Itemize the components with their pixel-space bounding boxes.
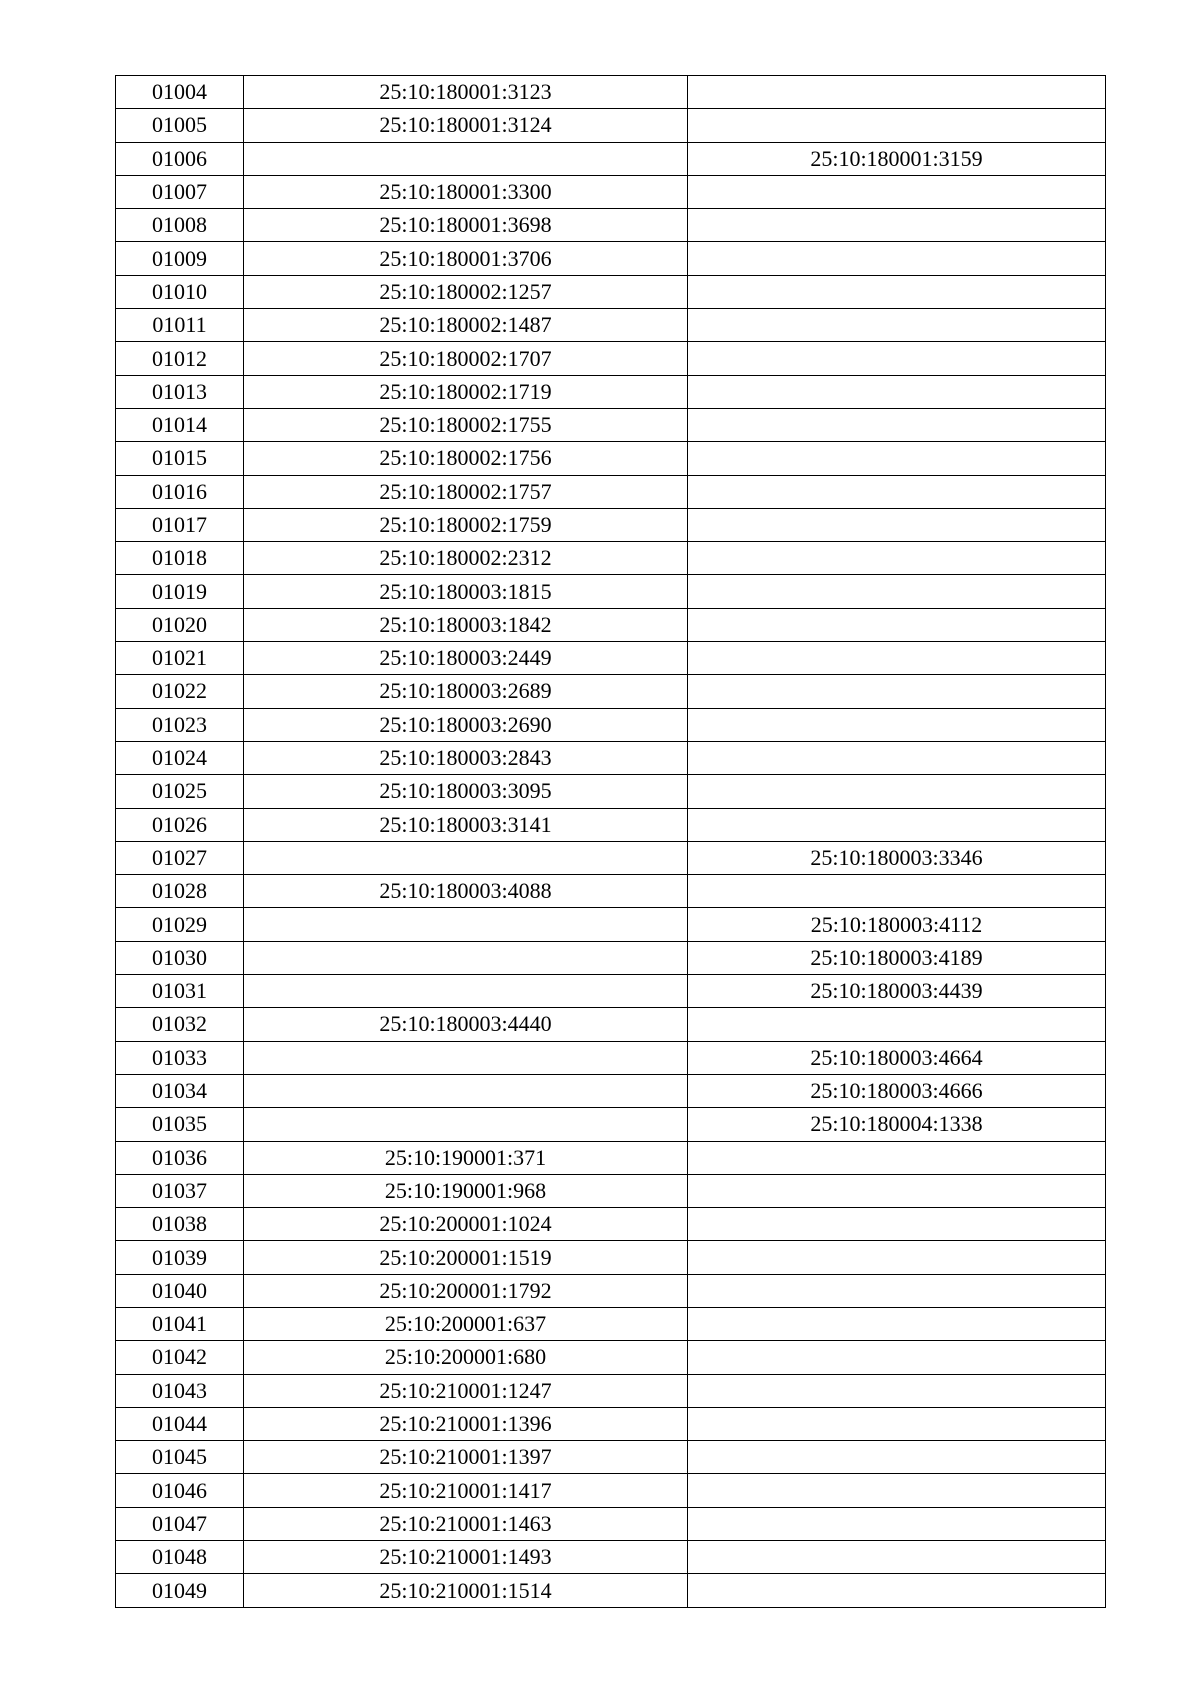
row-number-cell: 01020 — [116, 608, 244, 641]
alt-cadastral-number-cell — [688, 642, 1106, 675]
alt-cadastral-number-cell — [688, 575, 1106, 608]
table-row — [116, 275, 1106, 308]
row-number-cell: 01028 — [116, 875, 244, 908]
table-row — [116, 1208, 1106, 1241]
cadastral-number-cell: 25:10:210001:1417 — [244, 1474, 688, 1507]
row-number-cell: 01009 — [116, 242, 244, 275]
cadastral-table — [115, 75, 1106, 1608]
row-number-cell: 01022 — [116, 675, 244, 708]
row-number-cell: 01047 — [116, 1507, 244, 1540]
cadastral-number-cell: 25:10:180002:1759 — [244, 508, 688, 541]
table-row — [116, 975, 1106, 1008]
row-number-cell: 01018 — [116, 542, 244, 575]
row-number-cell: 01040 — [116, 1274, 244, 1307]
table-row — [116, 1174, 1106, 1207]
cadastral-number-cell: 25:10:180003:4440 — [244, 1008, 688, 1041]
row-number-cell: 01042 — [116, 1341, 244, 1374]
cadastral-number-cell: 25:10:210001:1514 — [244, 1574, 688, 1607]
table-row — [116, 475, 1106, 508]
table-row — [116, 1241, 1106, 1274]
alt-cadastral-number-cell — [688, 309, 1106, 342]
row-number-cell: 01010 — [116, 275, 244, 308]
row-number-cell: 01019 — [116, 575, 244, 608]
row-number-cell: 01011 — [116, 309, 244, 342]
table-row — [116, 808, 1106, 841]
cadastral-number-cell — [244, 1041, 688, 1074]
cadastral-number-cell: 25:10:180002:2312 — [244, 542, 688, 575]
table-row — [116, 1274, 1106, 1307]
cadastral-number-cell: 25:10:180003:2843 — [244, 741, 688, 774]
alt-cadastral-number-cell — [688, 475, 1106, 508]
cadastral-number-cell: 25:10:180002:1757 — [244, 475, 688, 508]
row-number-cell: 01027 — [116, 841, 244, 874]
alt-cadastral-number-cell: 25:10:180001:3159 — [688, 142, 1106, 175]
row-number-cell: 01043 — [116, 1374, 244, 1407]
table-row — [116, 1108, 1106, 1141]
row-number-cell: 01016 — [116, 475, 244, 508]
row-number-cell: 01017 — [116, 508, 244, 541]
alt-cadastral-number-cell — [688, 675, 1106, 708]
cadastral-number-cell: 25:10:180002:1707 — [244, 342, 688, 375]
alt-cadastral-number-cell — [688, 275, 1106, 308]
table-row — [116, 1441, 1106, 1474]
table-row — [116, 542, 1106, 575]
row-number-cell: 01038 — [116, 1208, 244, 1241]
table-row — [116, 908, 1106, 941]
cadastral-number-cell: 25:10:200001:1792 — [244, 1274, 688, 1307]
row-number-cell: 01007 — [116, 175, 244, 208]
table-row — [116, 242, 1106, 275]
row-number-cell: 01036 — [116, 1141, 244, 1174]
table-row — [116, 1141, 1106, 1174]
alt-cadastral-number-cell — [688, 1574, 1106, 1607]
alt-cadastral-number-cell: 25:10:180003:4439 — [688, 975, 1106, 1008]
table-row — [116, 76, 1106, 109]
table-row — [116, 1008, 1106, 1041]
table-row — [116, 875, 1106, 908]
alt-cadastral-number-cell — [688, 1141, 1106, 1174]
alt-cadastral-number-cell — [688, 775, 1106, 808]
cadastral-number-cell: 25:10:180003:3095 — [244, 775, 688, 808]
table-row — [116, 175, 1106, 208]
alt-cadastral-number-cell — [688, 1241, 1106, 1274]
table-row — [116, 708, 1106, 741]
alt-cadastral-number-cell — [688, 808, 1106, 841]
row-number-cell: 01025 — [116, 775, 244, 808]
alt-cadastral-number-cell — [688, 1341, 1106, 1374]
table-row — [116, 1041, 1106, 1074]
table-row — [116, 142, 1106, 175]
alt-cadastral-number-cell — [688, 608, 1106, 641]
row-number-cell: 01012 — [116, 342, 244, 375]
cadastral-number-cell: 25:10:180003:2689 — [244, 675, 688, 708]
row-number-cell: 01004 — [116, 76, 244, 109]
cadastral-number-cell: 25:10:180001:3698 — [244, 209, 688, 242]
alt-cadastral-number-cell — [688, 1274, 1106, 1307]
table-row — [116, 1574, 1106, 1607]
cadastral-number-cell: 25:10:190001:968 — [244, 1174, 688, 1207]
cadastral-number-cell: 25:10:200001:1519 — [244, 1241, 688, 1274]
row-number-cell: 01032 — [116, 1008, 244, 1041]
row-number-cell: 01006 — [116, 142, 244, 175]
alt-cadastral-number-cell: 25:10:180003:4189 — [688, 941, 1106, 974]
row-number-cell: 01008 — [116, 209, 244, 242]
alt-cadastral-number-cell — [688, 1208, 1106, 1241]
row-number-cell: 01014 — [116, 408, 244, 441]
cadastral-number-cell: 25:10:180003:2449 — [244, 642, 688, 675]
cadastral-number-cell — [244, 841, 688, 874]
alt-cadastral-number-cell — [688, 442, 1106, 475]
cadastral-number-cell — [244, 1108, 688, 1141]
alt-cadastral-number-cell — [688, 242, 1106, 275]
cadastral-number-cell: 25:10:180003:1842 — [244, 608, 688, 641]
alt-cadastral-number-cell — [688, 1541, 1106, 1574]
row-number-cell: 01015 — [116, 442, 244, 475]
alt-cadastral-number-cell — [688, 76, 1106, 109]
cadastral-number-cell — [244, 1074, 688, 1107]
alt-cadastral-number-cell — [688, 542, 1106, 575]
table-row — [116, 1341, 1106, 1374]
table-row — [116, 1541, 1106, 1574]
cadastral-number-cell: 25:10:180001:3300 — [244, 175, 688, 208]
alt-cadastral-number-cell — [688, 508, 1106, 541]
alt-cadastral-number-cell — [688, 1374, 1106, 1407]
row-number-cell: 01026 — [116, 808, 244, 841]
alt-cadastral-number-cell: 25:10:180004:1338 — [688, 1108, 1106, 1141]
row-number-cell: 01037 — [116, 1174, 244, 1207]
cadastral-number-cell: 25:10:210001:1397 — [244, 1441, 688, 1474]
cadastral-number-cell: 25:10:180002:1756 — [244, 442, 688, 475]
cadastral-number-cell — [244, 941, 688, 974]
table-row — [116, 741, 1106, 774]
table-body — [116, 76, 1106, 1608]
table-row — [116, 309, 1106, 342]
table-row — [116, 1507, 1106, 1540]
table-row — [116, 442, 1106, 475]
row-number-cell: 01031 — [116, 975, 244, 1008]
cadastral-number-cell: 25:10:180001:3124 — [244, 109, 688, 142]
table-row — [116, 109, 1106, 142]
row-number-cell: 01035 — [116, 1108, 244, 1141]
alt-cadastral-number-cell — [688, 875, 1106, 908]
cadastral-number-cell: 25:10:210001:1247 — [244, 1374, 688, 1407]
table-row — [116, 1374, 1106, 1407]
cadastral-number-cell: 25:10:200001:680 — [244, 1341, 688, 1374]
cadastral-number-cell — [244, 975, 688, 1008]
cadastral-number-cell: 25:10:210001:1396 — [244, 1407, 688, 1440]
row-number-cell: 01013 — [116, 375, 244, 408]
table-row — [116, 675, 1106, 708]
alt-cadastral-number-cell — [688, 1507, 1106, 1540]
alt-cadastral-number-cell — [688, 1008, 1106, 1041]
alt-cadastral-number-cell — [688, 1407, 1106, 1440]
table-row — [116, 941, 1106, 974]
cadastral-number-cell: 25:10:180001:3123 — [244, 76, 688, 109]
table-row — [116, 209, 1106, 242]
cadastral-number-cell: 25:10:200001:637 — [244, 1307, 688, 1340]
row-number-cell: 01030 — [116, 941, 244, 974]
row-number-cell: 01045 — [116, 1441, 244, 1474]
table-row — [116, 841, 1106, 874]
alt-cadastral-number-cell — [688, 342, 1106, 375]
table-row — [116, 575, 1106, 608]
cadastral-number-cell: 25:10:180002:1487 — [244, 309, 688, 342]
table-row — [116, 342, 1106, 375]
cadastral-number-cell: 25:10:180003:1815 — [244, 575, 688, 608]
table-row — [116, 375, 1106, 408]
table-row — [116, 508, 1106, 541]
table-row — [116, 1407, 1106, 1440]
table-row — [116, 642, 1106, 675]
alt-cadastral-number-cell: 25:10:180003:4666 — [688, 1074, 1106, 1107]
cadastral-number-cell: 25:10:180003:3141 — [244, 808, 688, 841]
alt-cadastral-number-cell — [688, 109, 1106, 142]
alt-cadastral-number-cell — [688, 1174, 1106, 1207]
cadastral-number-cell: 25:10:180002:1719 — [244, 375, 688, 408]
cadastral-number-cell: 25:10:180003:2690 — [244, 708, 688, 741]
row-number-cell: 01046 — [116, 1474, 244, 1507]
cadastral-number-cell: 25:10:190001:371 — [244, 1141, 688, 1174]
row-number-cell: 01023 — [116, 708, 244, 741]
row-number-cell: 01048 — [116, 1541, 244, 1574]
alt-cadastral-number-cell — [688, 1441, 1106, 1474]
table-row — [116, 775, 1106, 808]
alt-cadastral-number-cell — [688, 175, 1106, 208]
alt-cadastral-number-cell — [688, 408, 1106, 441]
row-number-cell: 01044 — [116, 1407, 244, 1440]
row-number-cell: 01029 — [116, 908, 244, 941]
alt-cadastral-number-cell: 25:10:180003:3346 — [688, 841, 1106, 874]
cadastral-number-cell: 25:10:210001:1463 — [244, 1507, 688, 1540]
row-number-cell: 01039 — [116, 1241, 244, 1274]
cadastral-number-cell — [244, 908, 688, 941]
cadastral-number-cell: 25:10:180002:1755 — [244, 408, 688, 441]
table-row — [116, 408, 1106, 441]
row-number-cell: 01024 — [116, 741, 244, 774]
cadastral-number-cell: 25:10:200001:1024 — [244, 1208, 688, 1241]
row-number-cell: 01041 — [116, 1307, 244, 1340]
alt-cadastral-number-cell — [688, 708, 1106, 741]
table-row — [116, 608, 1106, 641]
alt-cadastral-number-cell — [688, 1307, 1106, 1340]
row-number-cell: 01033 — [116, 1041, 244, 1074]
alt-cadastral-number-cell — [688, 741, 1106, 774]
alt-cadastral-number-cell: 25:10:180003:4112 — [688, 908, 1106, 941]
cadastral-number-cell: 25:10:180001:3706 — [244, 242, 688, 275]
cadastral-number-cell: 25:10:180002:1257 — [244, 275, 688, 308]
row-number-cell: 01049 — [116, 1574, 244, 1607]
row-number-cell: 01005 — [116, 109, 244, 142]
alt-cadastral-number-cell — [688, 1474, 1106, 1507]
row-number-cell: 01021 — [116, 642, 244, 675]
table-row — [116, 1307, 1106, 1340]
cadastral-number-cell — [244, 142, 688, 175]
alt-cadastral-number-cell — [688, 375, 1106, 408]
table-row — [116, 1074, 1106, 1107]
cadastral-number-cell: 25:10:180003:4088 — [244, 875, 688, 908]
alt-cadastral-number-cell — [688, 209, 1106, 242]
alt-cadastral-number-cell: 25:10:180003:4664 — [688, 1041, 1106, 1074]
row-number-cell: 01034 — [116, 1074, 244, 1107]
cadastral-number-cell: 25:10:210001:1493 — [244, 1541, 688, 1574]
table-row — [116, 1474, 1106, 1507]
